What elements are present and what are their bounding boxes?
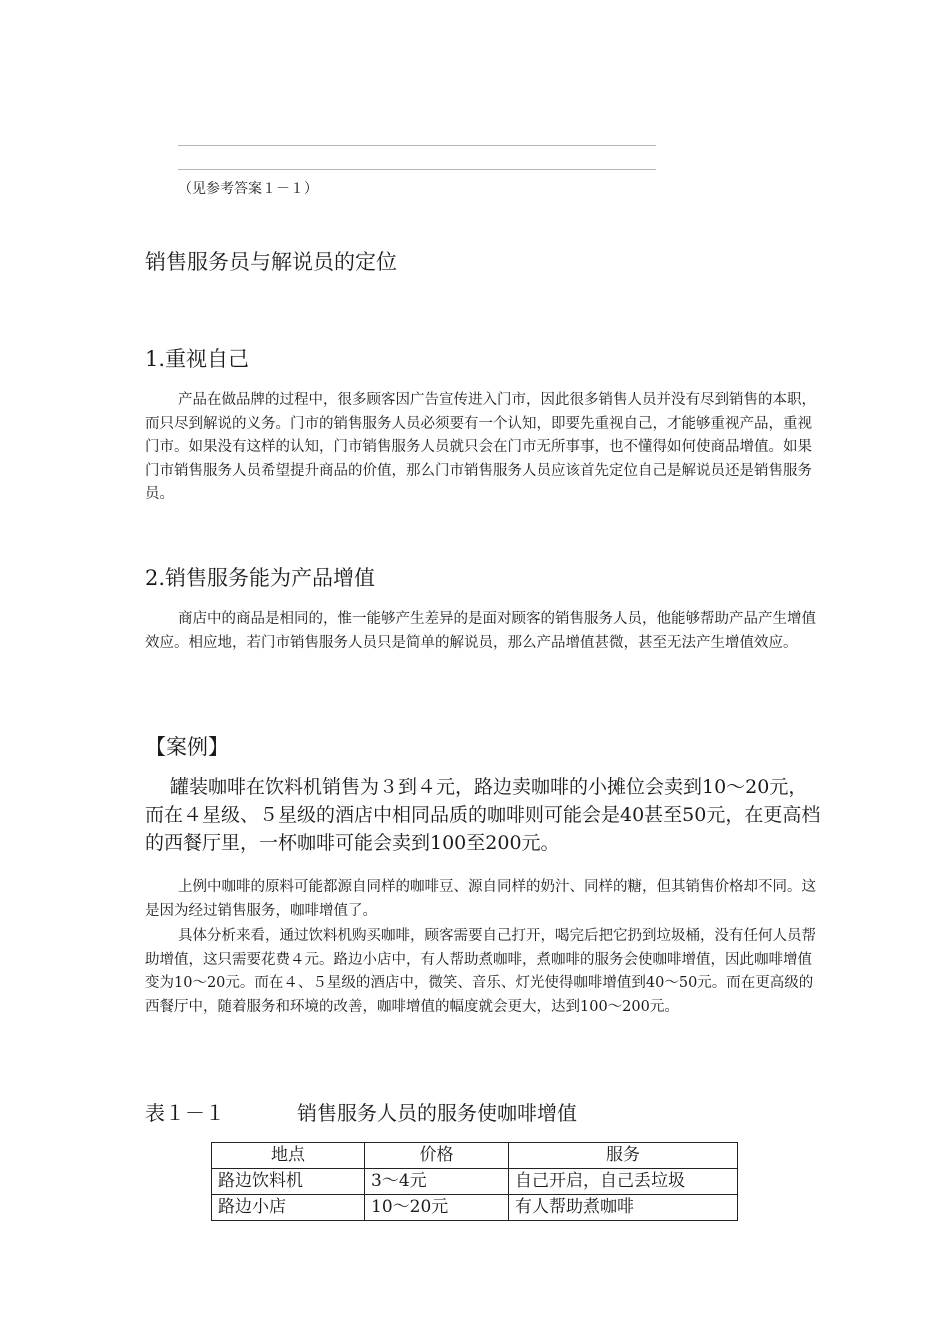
table-header-cell: 价格 <box>365 1143 509 1169</box>
table-cell: 自己开启，自己丢垃圾 <box>509 1169 738 1195</box>
analysis-paragraph-2: 具体分析来看，通过饮料机购买咖啡，顾客需要自己打开，喝完后把它扔到垃圾桶，没有任何人员帮助增值，这只需要花费４元。路边小店中，有人帮助煮咖啡，煮咖啡的服务会使咖啡增值，因此咖啡增值变为10～20元。而在４、５星级的酒店中，微笑、音乐、灯光使得咖啡增值到40～50元。而在更高级的西餐厅中，随着服务和环境的改善，咖啡增值的幅度就会更大，达到100～200元。 <box>145 928 816 1015</box>
table-cell: 路边饮料机 <box>212 1169 365 1195</box>
table-header-cell: 地点 <box>212 1143 365 1169</box>
answer-reference-note: （见参考答案１－１） <box>178 181 318 197</box>
table-header-cell: 服务 <box>509 1143 738 1169</box>
table-row <box>212 1169 738 1195</box>
table-caption <box>145 1097 577 1126</box>
section-paragraph-2: 商店中的商品是相同的，惟一能够产生差异的是面对顾客的销售服务人员，他能够帮助产品产生增值效应。相应地，若门市销售服务人员只是简单的解说员，那么产品增值甚微，甚至无法产生增值效应。 <box>145 611 816 651</box>
section-heading-2: 2.销售服务能为产品增值 <box>145 566 376 590</box>
section-heading-1: 1.重视自己 <box>145 347 250 371</box>
table-cell: 路边小店 <box>212 1195 365 1221</box>
table-row <box>212 1195 738 1221</box>
section-paragraph-1: 产品在做品牌的过程中，很多顾客因广告宣传进入门市，因此很多销售人员并没有尽到销售的本职，而只尽到解说的义务。门市的销售服务人员必须要有一个认知，即要先重视自己，才能够重视产品，重视门市。如果没有这样的认知，门市销售服务人员就只会在门市无所事事，也不懂得如何使商品增值。如果门市销售服务人员希望提升商品的价值，那么门市销售服务人员应该首先定位自己是解说员还是销售服务员。 <box>145 392 816 503</box>
table-cell: 3～4元 <box>365 1169 509 1195</box>
divider-line <box>178 169 656 170</box>
table-cell: 10～20元 <box>365 1195 509 1221</box>
table-cell: 有人帮助煮咖啡 <box>509 1195 738 1221</box>
case-text: 罐装咖啡在饮料机销售为３到４元，路边卖咖啡的小摊位会卖到10～20元，而在４星级、５星级的酒店中相同品质的咖啡则可能会是40甚至50元，在更高档的西餐厅里，一杯咖啡可能会卖到100至200元。 <box>145 776 821 854</box>
coffee-value-table <box>211 1142 738 1221</box>
analysis-paragraph-1: 上例中咖啡的原料可能都源自同样的咖啡豆、源自同样的奶汁、同样的糖，但其销售价格却不同。这是因为经过销售服务，咖啡增值了。 <box>145 879 816 919</box>
case-heading: 【案例】 <box>145 735 229 759</box>
table-caption-title: 销售服务人员的服务使咖啡增值 <box>297 1101 577 1125</box>
section-title: 销售服务员与解说员的定位 <box>145 250 397 274</box>
table-caption-number: 表１－１ <box>145 1101 225 1125</box>
divider-line <box>178 145 656 146</box>
table-header-row <box>212 1143 738 1169</box>
